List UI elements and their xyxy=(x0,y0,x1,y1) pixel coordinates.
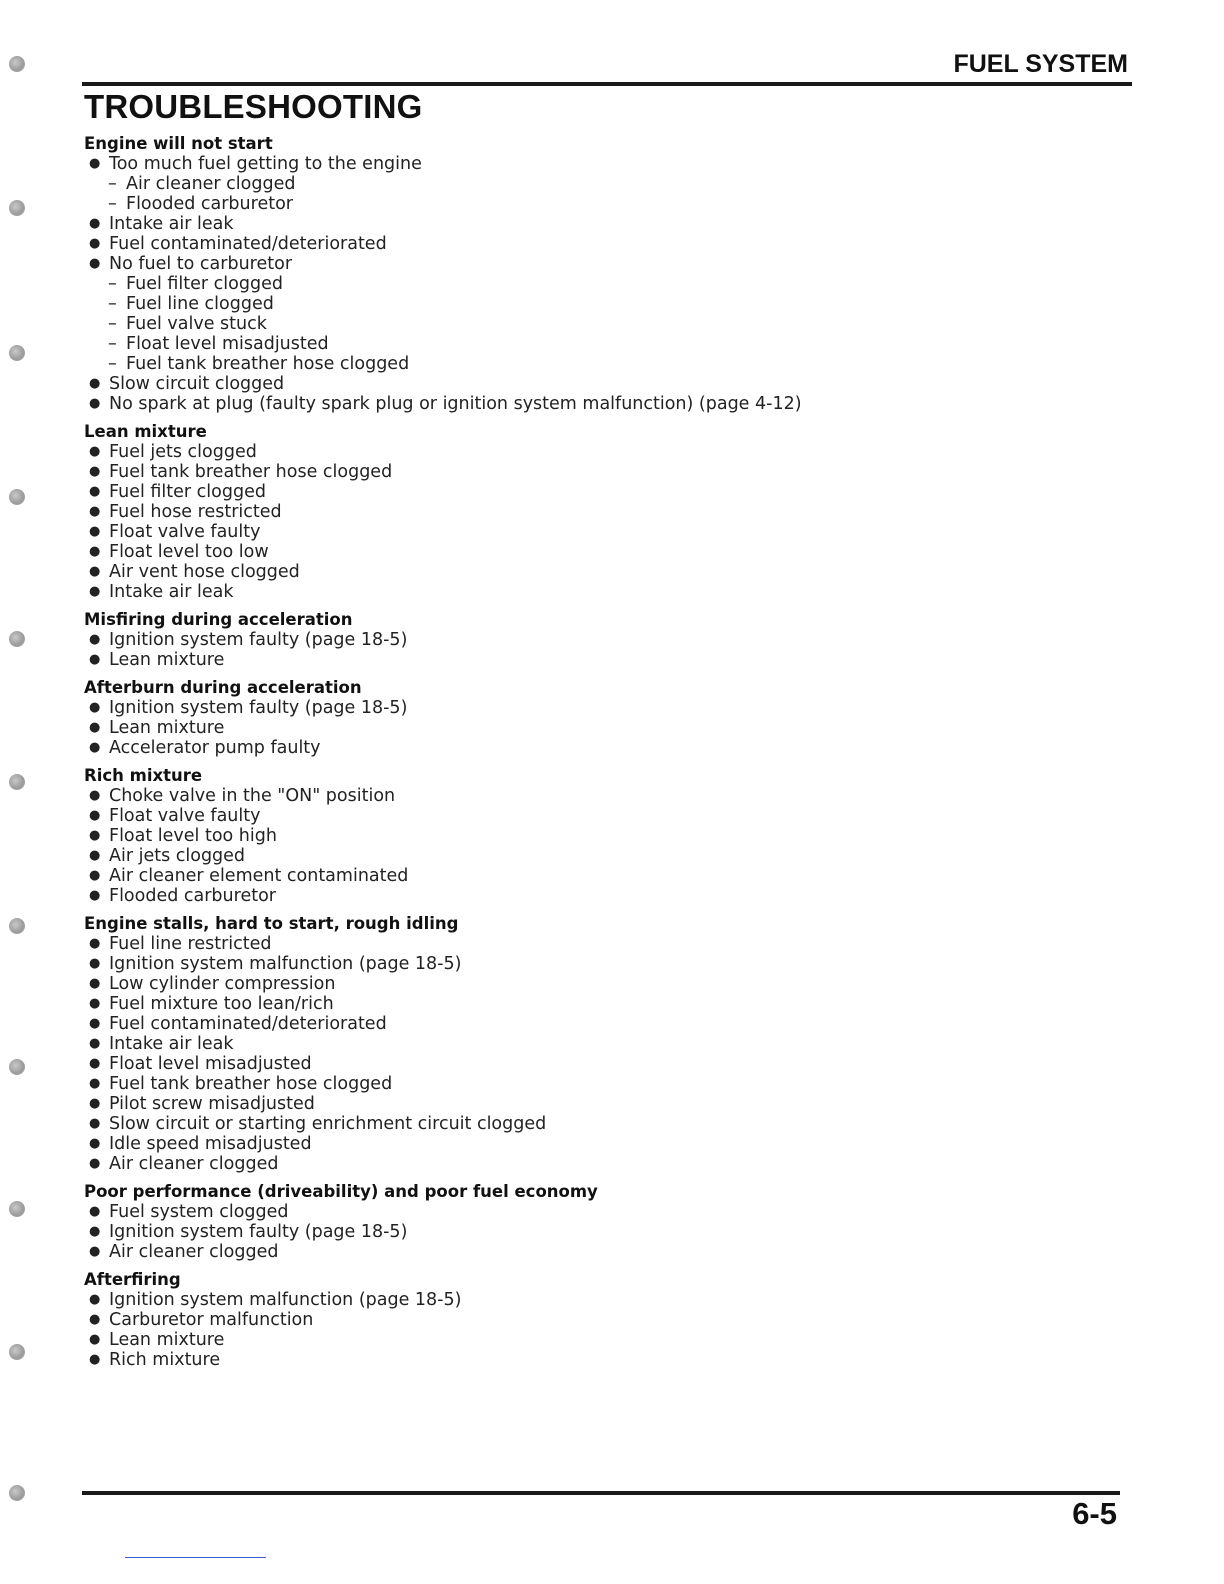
cause-text: Lean mixture xyxy=(109,718,225,738)
topic-title: Afterburn during acceleration xyxy=(84,678,362,697)
cause-text: Float level misadjusted xyxy=(109,1054,312,1074)
cause-item xyxy=(84,650,1084,670)
cause-item xyxy=(84,1054,1084,1074)
dash-icon: – xyxy=(108,354,117,374)
bullet-icon: ● xyxy=(89,1136,101,1151)
binder-hole xyxy=(9,345,25,361)
cause-list xyxy=(84,442,1084,602)
cause-text: Ignition system malfunction (page 18-5) xyxy=(109,954,462,974)
bullet-icon: ● xyxy=(89,996,101,1011)
bullet-icon: ● xyxy=(89,376,101,391)
sub-cause-list xyxy=(84,174,1084,214)
sub-cause-text: Fuel filter clogged xyxy=(126,274,283,294)
cause-item xyxy=(84,1154,1084,1174)
cause-text: Fuel filter clogged xyxy=(109,482,266,502)
cause-item xyxy=(84,1202,1084,1222)
footer-link-underline xyxy=(125,1557,266,1558)
cause-text: Ignition system faulty (page 18-5) xyxy=(109,630,408,650)
cause-item xyxy=(84,718,1084,738)
dash-icon: – xyxy=(108,174,117,194)
cause-text: Fuel tank breather hose clogged xyxy=(109,462,393,482)
cause-item xyxy=(84,698,1084,718)
cause-text: Air vent hose clogged xyxy=(109,562,300,582)
cause-text: Slow circuit clogged xyxy=(109,374,285,394)
sub-cause-text: Float level misadjusted xyxy=(126,334,329,354)
cause-item xyxy=(84,214,1084,234)
cause-text: Choke valve in the "ON" position xyxy=(109,786,396,806)
cause-text: Fuel hose restricted xyxy=(109,502,282,522)
topic-title: Lean mixture xyxy=(84,422,207,441)
sub-cause-item xyxy=(84,314,1084,334)
topic-section xyxy=(84,134,1084,414)
cause-item xyxy=(84,826,1084,846)
cause-text: Intake air leak xyxy=(109,582,234,602)
dash-icon: – xyxy=(108,314,117,334)
cause-item xyxy=(84,1014,1084,1034)
bullet-icon: ● xyxy=(89,1292,101,1307)
cause-item xyxy=(84,374,1084,394)
cause-text: Fuel jets clogged xyxy=(109,442,257,462)
bullet-icon: ● xyxy=(89,156,101,171)
bullet-icon: ● xyxy=(89,564,101,579)
cause-item xyxy=(84,866,1084,886)
topic-section xyxy=(84,422,1084,602)
cause-text: Ignition system faulty (page 18-5) xyxy=(109,698,408,718)
binder-hole xyxy=(9,1344,25,1360)
dash-icon: – xyxy=(108,294,117,314)
bullet-icon: ● xyxy=(89,848,101,863)
cause-item xyxy=(84,934,1084,954)
bullet-icon: ● xyxy=(89,464,101,479)
cause-item xyxy=(84,1242,1084,1262)
dash-icon: – xyxy=(108,194,117,214)
cause-text: Carburetor malfunction xyxy=(109,1310,314,1330)
sub-cause-text: Fuel tank breather hose clogged xyxy=(126,354,410,374)
topic-title: Afterfiring xyxy=(84,1270,181,1289)
cause-item xyxy=(84,582,1084,602)
cause-text: Float valve faulty xyxy=(109,806,261,826)
cause-text: Accelerator pump faulty xyxy=(109,738,321,758)
bullet-icon: ● xyxy=(89,1312,101,1327)
bullet-icon: ● xyxy=(89,1204,101,1219)
cause-item xyxy=(84,562,1084,582)
cause-item xyxy=(84,1290,1084,1310)
binder-hole xyxy=(9,774,25,790)
cause-text: Lean mixture xyxy=(109,650,225,670)
cause-list xyxy=(84,786,1084,906)
cause-list xyxy=(84,698,1084,758)
cause-item xyxy=(84,886,1084,906)
cause-text: Intake air leak xyxy=(109,214,234,234)
cause-text: Fuel tank breather hose clogged xyxy=(109,1074,393,1094)
sub-cause-text: Fuel line clogged xyxy=(126,294,274,314)
binder-hole xyxy=(9,1485,25,1501)
bullet-icon: ● xyxy=(89,1096,101,1111)
sub-cause-item xyxy=(84,294,1084,314)
cause-text: Fuel mixture too lean/rich xyxy=(109,994,334,1014)
cause-list xyxy=(84,934,1084,1174)
bullet-icon: ● xyxy=(89,1076,101,1091)
topic-section xyxy=(84,1182,1084,1262)
topic-title: Poor performance (driveability) and poor fuel economy xyxy=(84,1182,598,1201)
topic-section xyxy=(84,1270,1084,1370)
cause-text: Fuel line restricted xyxy=(109,934,272,954)
bullet-icon: ● xyxy=(89,236,101,251)
binder-hole xyxy=(9,918,25,934)
cause-item xyxy=(84,442,1084,462)
cause-text: Air cleaner element contaminated xyxy=(109,866,409,886)
page-heading: TROUBLESHOOTING xyxy=(84,88,423,125)
bullet-icon: ● xyxy=(89,444,101,459)
cause-text: Slow circuit or starting enrichment circuit clogged xyxy=(109,1114,547,1134)
header-rule xyxy=(82,82,1132,86)
bullet-icon: ● xyxy=(89,484,101,499)
cause-item xyxy=(84,1350,1084,1370)
bullet-icon: ● xyxy=(89,1244,101,1259)
cause-item xyxy=(84,974,1084,994)
cause-text: Low cylinder compression xyxy=(109,974,336,994)
bullet-icon: ● xyxy=(89,584,101,599)
cause-text: Intake air leak xyxy=(109,1034,234,1054)
binder-hole xyxy=(9,56,25,72)
sub-cause-item xyxy=(84,354,1084,374)
cause-list xyxy=(84,1290,1084,1370)
topic-title: Engine will not start xyxy=(84,134,273,153)
bullet-icon: ● xyxy=(89,976,101,991)
bullet-icon: ● xyxy=(89,396,101,411)
cause-text: Flooded carburetor xyxy=(109,886,276,906)
cause-text: Fuel system clogged xyxy=(109,1202,289,1222)
cause-item xyxy=(84,482,1084,502)
topic-title: Engine stalls, hard to start, rough idling xyxy=(84,914,459,933)
bullet-icon: ● xyxy=(89,868,101,883)
cause-text: Pilot screw misadjusted xyxy=(109,1094,315,1114)
bullet-icon: ● xyxy=(89,524,101,539)
cause-text: Idle speed misadjusted xyxy=(109,1134,312,1154)
bullet-icon: ● xyxy=(89,1332,101,1347)
bullet-icon: ● xyxy=(89,1016,101,1031)
cause-item xyxy=(84,154,1084,174)
cause-item xyxy=(84,1222,1084,1242)
cause-item xyxy=(84,1310,1084,1330)
bullet-icon: ● xyxy=(89,1036,101,1051)
cause-item xyxy=(84,1034,1084,1054)
cause-text: Fuel contaminated/deteriorated xyxy=(109,1014,387,1034)
sub-cause-item xyxy=(84,274,1084,294)
bullet-icon: ● xyxy=(89,888,101,903)
cause-item xyxy=(84,1134,1084,1154)
cause-item xyxy=(84,786,1084,806)
bullet-icon: ● xyxy=(89,632,101,647)
topic-section xyxy=(84,678,1084,758)
bullet-icon: ● xyxy=(89,216,101,231)
cause-item xyxy=(84,522,1084,542)
cause-item xyxy=(84,806,1084,826)
cause-item xyxy=(84,630,1084,650)
cause-text: Ignition system malfunction (page 18-5) xyxy=(109,1290,462,1310)
cause-text: Rich mixture xyxy=(109,1350,221,1370)
bullet-icon: ● xyxy=(89,720,101,735)
cause-item xyxy=(84,1330,1084,1350)
sub-cause-item xyxy=(84,174,1084,194)
cause-item xyxy=(84,1094,1084,1114)
bullet-icon: ● xyxy=(89,256,101,271)
cause-text: Float valve faulty xyxy=(109,522,261,542)
bullet-icon: ● xyxy=(89,544,101,559)
bullet-icon: ● xyxy=(89,828,101,843)
cause-item xyxy=(84,846,1084,866)
binder-hole xyxy=(9,1201,25,1217)
bullet-icon: ● xyxy=(89,1156,101,1171)
topic-section xyxy=(84,914,1084,1174)
cause-text: Ignition system faulty (page 18-5) xyxy=(109,1222,408,1242)
bullet-icon: ● xyxy=(89,740,101,755)
dash-icon: – xyxy=(108,274,117,294)
cause-text: Air cleaner clogged xyxy=(109,1242,279,1262)
cause-item xyxy=(84,1114,1084,1134)
cause-list xyxy=(84,154,1084,414)
section-label: FUEL SYSTEM xyxy=(953,50,1128,78)
cause-text: Lean mixture xyxy=(109,1330,225,1350)
bullet-icon: ● xyxy=(89,956,101,971)
topic-section xyxy=(84,766,1084,906)
cause-item xyxy=(84,542,1084,562)
topic-title: Rich mixture xyxy=(84,766,203,785)
topic-title: Misfiring during acceleration xyxy=(84,610,353,629)
sub-cause-text: Air cleaner clogged xyxy=(126,174,296,194)
sub-cause-item xyxy=(84,194,1084,214)
cause-text: No fuel to carburetor xyxy=(109,254,293,274)
cause-item xyxy=(84,994,1084,1014)
bullet-icon: ● xyxy=(89,1224,101,1239)
cause-text: Air cleaner clogged xyxy=(109,1154,279,1174)
page-number: 6-5 xyxy=(1072,1496,1117,1531)
topic-section xyxy=(84,610,1084,670)
cause-text: Too much fuel getting to the engine xyxy=(109,154,422,174)
cause-item xyxy=(84,502,1084,522)
cause-item xyxy=(84,954,1084,974)
bullet-icon: ● xyxy=(89,808,101,823)
binder-hole xyxy=(9,631,25,647)
bullet-icon: ● xyxy=(89,652,101,667)
bullet-icon: ● xyxy=(89,1352,101,1367)
troubleshooting-content xyxy=(84,134,1084,1378)
sub-cause-text: Flooded carburetor xyxy=(126,194,293,214)
cause-item xyxy=(84,254,1084,274)
cause-item xyxy=(84,462,1084,482)
sub-cause-list xyxy=(84,274,1084,374)
cause-text: No spark at plug (faulty spark plug or ignition system malfunction) (page 4-12) xyxy=(109,394,802,414)
sub-cause-text: Fuel valve stuck xyxy=(126,314,267,334)
bullet-icon: ● xyxy=(89,1056,101,1071)
binder-hole xyxy=(9,200,25,216)
bullet-icon: ● xyxy=(89,700,101,715)
cause-text: Float level too high xyxy=(109,826,277,846)
cause-text: Fuel contaminated/deteriorated xyxy=(109,234,387,254)
cause-item xyxy=(84,1074,1084,1094)
cause-text: Air jets clogged xyxy=(109,846,246,866)
binder-hole xyxy=(9,1059,25,1075)
footer-rule xyxy=(82,1491,1120,1495)
bullet-icon: ● xyxy=(89,1116,101,1131)
bullet-icon: ● xyxy=(89,504,101,519)
cause-list xyxy=(84,1202,1084,1262)
cause-item xyxy=(84,234,1084,254)
cause-text: Float level too low xyxy=(109,542,269,562)
cause-item xyxy=(84,738,1084,758)
dash-icon: – xyxy=(108,334,117,354)
sub-cause-item xyxy=(84,334,1084,354)
bullet-icon: ● xyxy=(89,788,101,803)
bullet-icon: ● xyxy=(89,936,101,951)
binder-hole xyxy=(9,489,25,505)
cause-item xyxy=(84,394,1084,414)
binder-hole-column xyxy=(0,0,40,1584)
cause-list xyxy=(84,630,1084,670)
